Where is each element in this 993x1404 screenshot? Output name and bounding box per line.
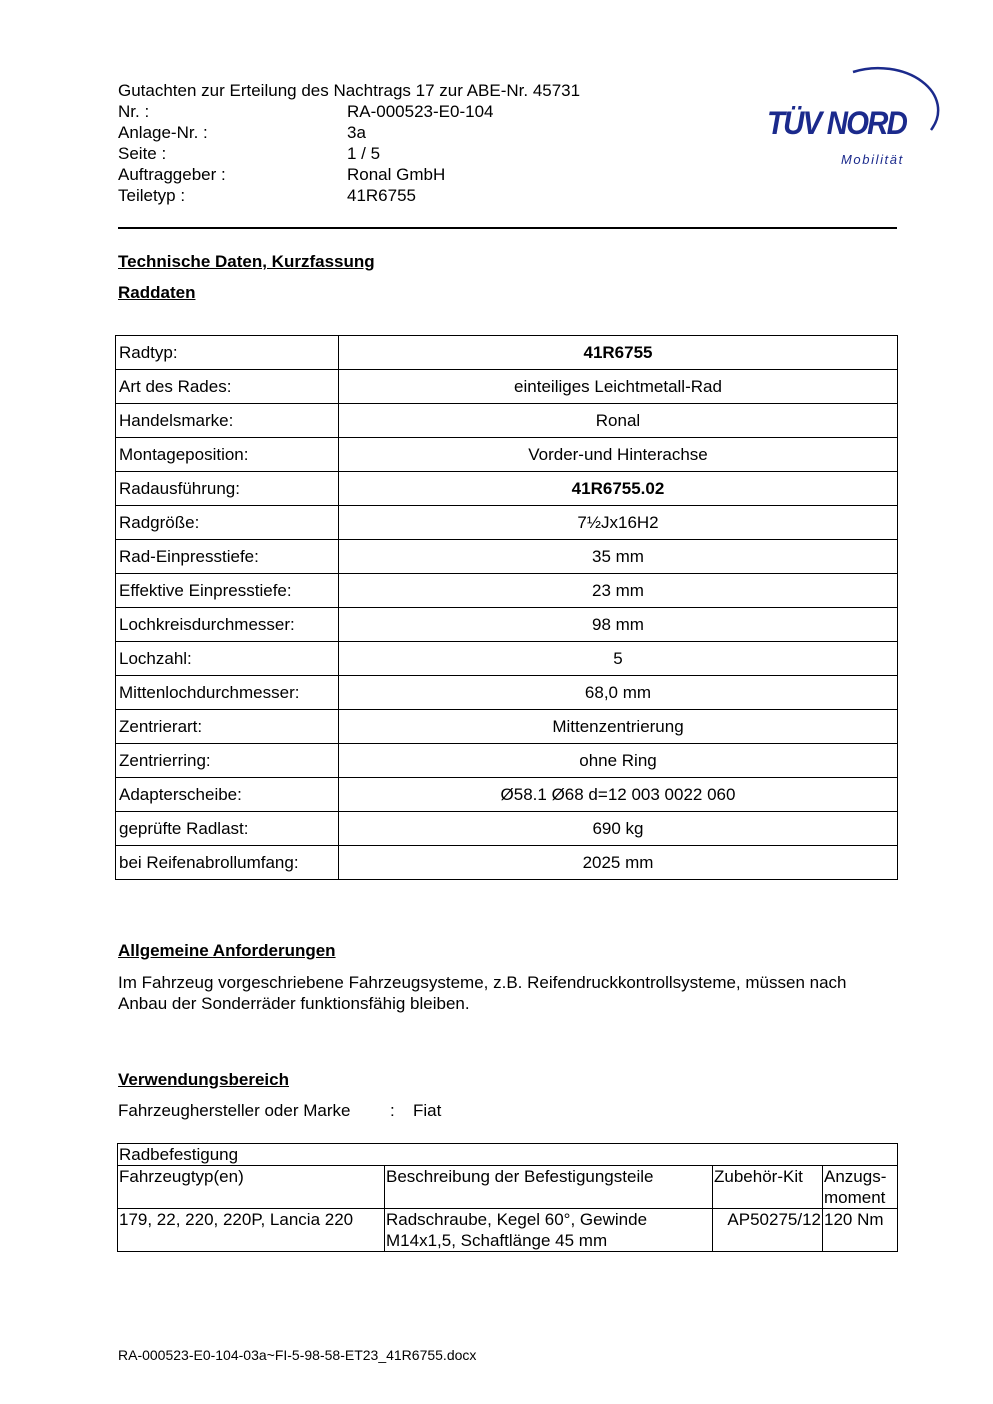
header-row-seite [118,143,380,164]
document-filename-footer: RA-000523-E0-104-03a~FI-5-98-58-ET23_41R6755.docx [118,1347,477,1363]
table-row [116,336,898,370]
table-row [116,608,898,642]
header-label: Teiletyp : [118,186,186,205]
table-row [116,438,898,472]
table-cell: AP50275/12 [713,1209,823,1252]
row-value: 35 mm [339,540,898,574]
row-key: geprüfte Radlast: [116,812,339,846]
header-label: Nr. : [118,102,150,121]
table-cell: 179, 22, 220, 220P, Lancia 220 [118,1209,385,1252]
maker-label: Fahrzeughersteller oder Marke [118,1101,351,1120]
row-key: Effektive Einpresstiefe: [116,574,339,608]
header-row-teiletyp [118,185,416,206]
report-title: Gutachten zur Erteilung des Nachtrags 17 zur ABE-Nr. 45731 [118,81,581,100]
row-key: Lochzahl: [116,642,339,676]
row-key: bei Reifenabrollumfang: [116,846,339,880]
row-key: Radtyp: [116,336,339,370]
section-title-verwendungsbereich: Verwendungsbereich [118,1070,289,1089]
header-row-auftraggeber [118,164,445,185]
logo-wordmark: TÜV NORD [767,105,907,141]
row-key: Handelsmarke: [116,404,339,438]
logo-subtitle: Mobilität [841,152,904,167]
table-header-row [118,1166,898,1209]
header-value: 41R6755 [347,186,417,205]
row-value: 2025 mm [339,846,898,880]
section-title-technische-daten: Technische Daten, Kurzfassung [118,252,375,271]
header-label: Auftraggeber : [118,165,226,184]
table-row [116,574,898,608]
table-row [116,778,898,812]
row-key: Rad-Einpresstiefe: [116,540,339,574]
wheel-mounting-table [117,1143,898,1252]
general-requirements-text: Im Fahrzeug vorgeschriebene Fahrzeugsysteme, z.B. Reifendruckkontrollsysteme, müssen nach Anbau der Sonderräder funktionsfähig bleiben. [118,973,847,1013]
row-key: Art des Rades: [116,370,339,404]
row-key: Radausführung: [116,472,339,506]
table-row [116,472,898,506]
table-cell: Radschraube, Kegel 60°, Gewinde M14x1,5, Schaftlänge 45 mm [385,1209,713,1252]
row-value: Ronal [339,404,898,438]
row-value: 23 mm [339,574,898,608]
column-header: Zubehör-Kit [713,1166,823,1209]
row-value: 5 [339,642,898,676]
table-row [116,744,898,778]
tuev-nord-logo [755,58,945,173]
row-key: Montageposition: [116,438,339,472]
table-caption: Radbefestigung [118,1144,898,1166]
maker-separator: : [390,1101,395,1120]
header-label: Anlage-Nr. : [118,123,208,142]
section-subtitle-raddaten: Raddaten [118,283,196,302]
table-caption-row [118,1144,898,1166]
row-key: Zentrierring: [116,744,339,778]
maker-value: Fiat [413,1101,442,1120]
section-title-allgemeine-anforderungen: Allgemeine Anforderungen [118,941,336,960]
table-row [116,540,898,574]
header-value: 3a [347,123,366,142]
row-value: ohne Ring [339,744,898,778]
column-header: Anzugs-moment [823,1166,898,1209]
row-value: einteiliges Leichtmetall-Rad [339,370,898,404]
table-row [116,846,898,880]
header-value: 1 / 5 [347,144,381,163]
row-value: 41R6755 [339,336,898,370]
header-label: Seite : [118,144,167,163]
table-row [116,404,898,438]
row-value: 7½Jx16H2 [339,506,898,540]
row-value: 41R6755.02 [339,472,898,506]
vehicle-maker-line [118,1100,441,1121]
row-value: Ø58.1 Ø68 d=12 003 0022 060 [339,778,898,812]
row-value: 68,0 mm [339,676,898,710]
row-key: Zentrierart: [116,710,339,744]
header-value: Ronal GmbH [347,165,446,184]
column-header: Beschreibung der Befestigungsteile [385,1166,713,1209]
table-row [116,710,898,744]
table-row [116,642,898,676]
wheel-data-table [115,335,898,880]
row-value: 690 kg [339,812,898,846]
table-row [116,506,898,540]
table-row [116,676,898,710]
row-key: Radgröße: [116,506,339,540]
header-value: RA-000523-E0-104 [347,102,494,121]
row-value: Vorder-und Hinterachse [339,438,898,472]
header-row-nr [118,101,493,122]
row-key: Mittenlochdurchmesser: [116,676,339,710]
column-header: Fahrzeugtyp(en) [118,1166,385,1209]
row-key: Adapterscheibe: [116,778,339,812]
header-divider [118,227,897,229]
table-row [118,1209,898,1252]
row-key: Lochkreisdurchmesser: [116,608,339,642]
table-cell: 120 Nm [823,1209,898,1252]
header-row-anlage [118,122,366,143]
row-value: Mittenzentrierung [339,710,898,744]
table-row [116,370,898,404]
row-value: 98 mm [339,608,898,642]
table-row [116,812,898,846]
